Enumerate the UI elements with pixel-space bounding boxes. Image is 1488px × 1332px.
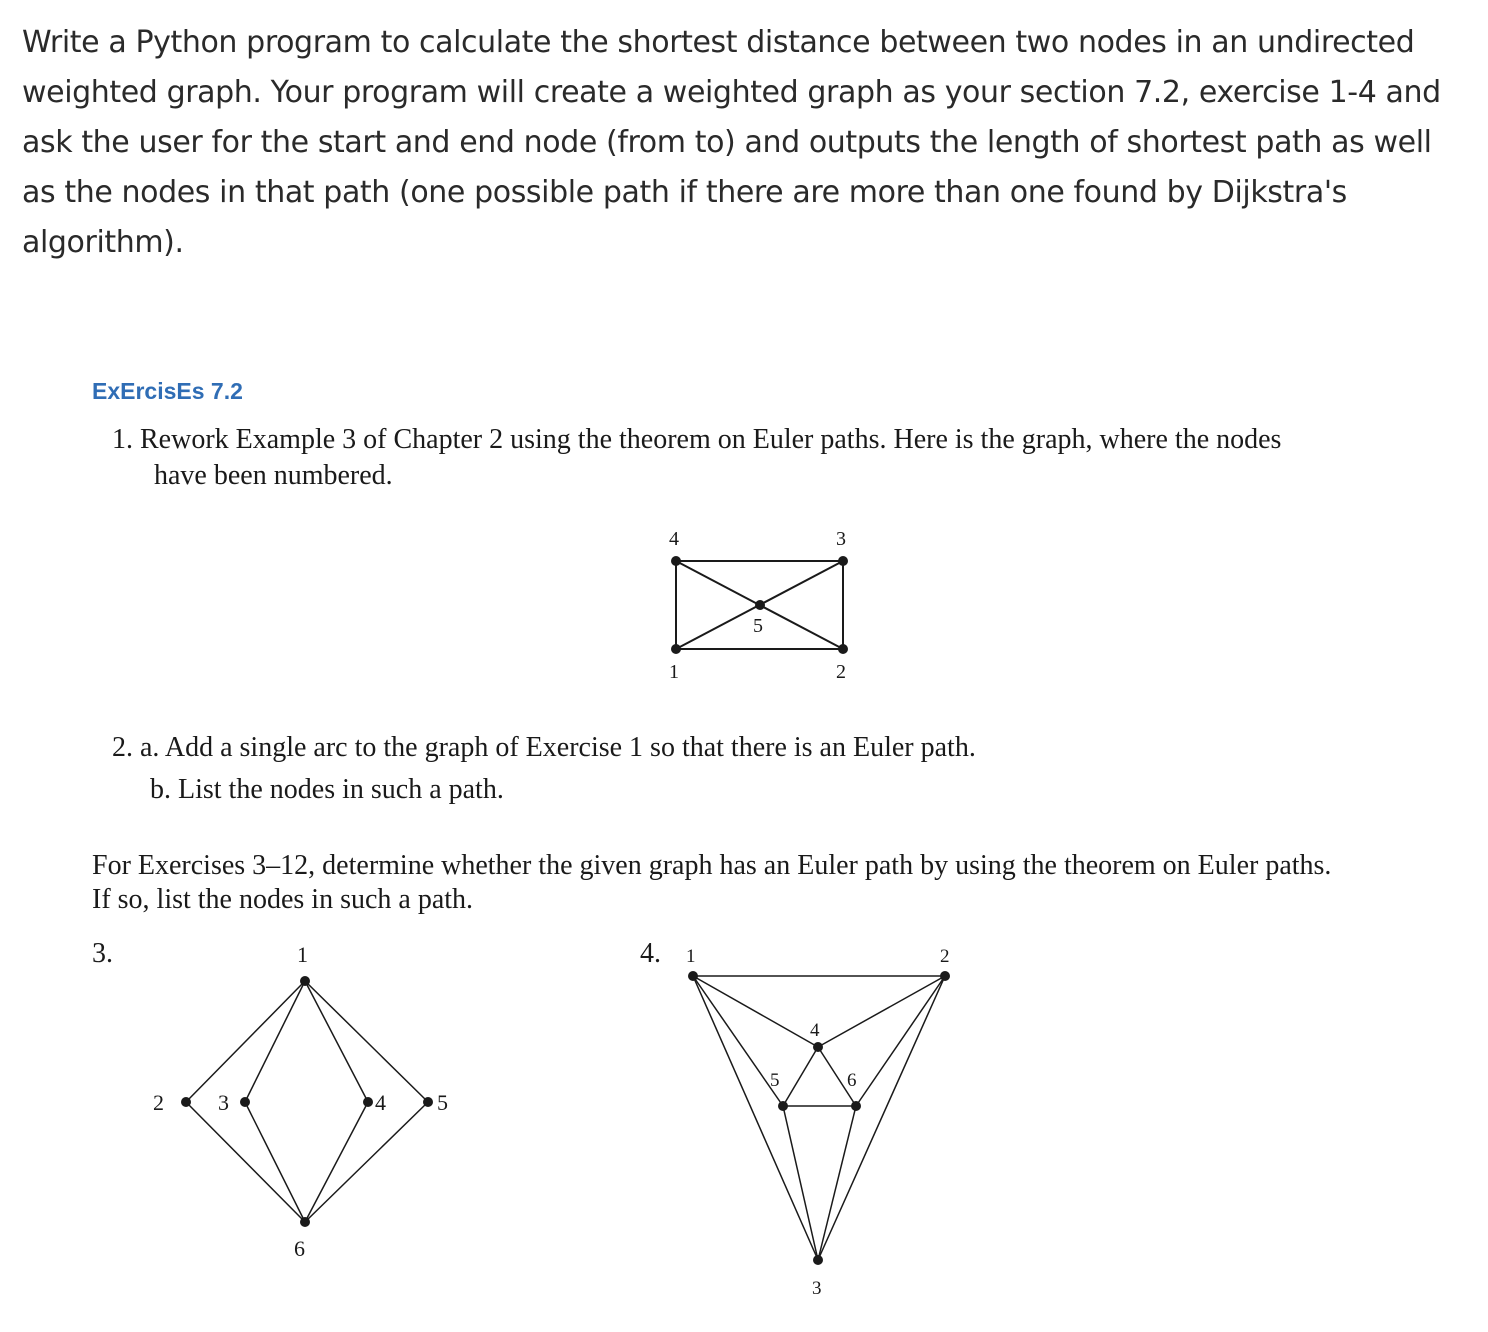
node-label: 3 (836, 528, 846, 550)
graph-edge (305, 1102, 428, 1222)
graph-node (838, 556, 848, 566)
node-label: 3 (218, 1090, 229, 1115)
prompt-line: Write a Python program to calculate the shortest distance between two nodes in an undirected (22, 25, 1415, 60)
graph-edge (856, 976, 945, 1106)
node-label: 4 (669, 528, 679, 550)
graph-edge (245, 1102, 305, 1222)
graph-edge (693, 976, 818, 1047)
node-label: 5 (770, 1070, 780, 1091)
graph-node (688, 971, 698, 981)
prompt-line: as the nodes in that path (one possible path if there are more than one found by Dijkstra's (22, 175, 1347, 210)
graph-node (755, 600, 765, 610)
graph-node (300, 1217, 310, 1227)
graph-edge (305, 1102, 368, 1222)
graph-edge (186, 981, 305, 1102)
node-label: 2 (153, 1090, 164, 1115)
graph-edge (693, 976, 818, 1260)
node-label: 5 (437, 1090, 448, 1115)
node-label: 6 (294, 1236, 305, 1261)
graph-node (363, 1097, 373, 1107)
node-label: 1 (297, 942, 308, 967)
graph-edge (818, 976, 945, 1260)
graph-edge (186, 1102, 305, 1222)
exercise-4-graph (693, 976, 945, 1260)
graph-edge (305, 981, 428, 1102)
exercises-intro: For Exercises 3–12, determine whether the given graph has an Euler path by using the theorem on Euler paths. (92, 850, 1332, 881)
prompt-line: weighted graph. Your program will create a weighted graph as your section 7.2, exercise 1-4 and (22, 75, 1441, 110)
exercise-4-number: 4. (640, 938, 661, 969)
prompt-line: ask the user for the start and end node (from to) and outputs the length of shortest path as well (22, 125, 1432, 160)
graph-edge (305, 981, 368, 1102)
graph-node (423, 1097, 433, 1107)
exercise-1-nodes (671, 556, 848, 654)
node-label: 3 (812, 1278, 822, 1299)
graph-node (240, 1097, 250, 1107)
prompt-line: algorithm). (22, 225, 184, 260)
node-label: 6 (847, 1070, 857, 1091)
node-label: 5 (753, 615, 763, 637)
graph-edge (783, 1047, 818, 1106)
graph-node (300, 976, 310, 986)
node-label: 1 (669, 661, 679, 683)
graph-node (851, 1101, 861, 1111)
graph-node (181, 1097, 191, 1107)
graph-node (813, 1042, 823, 1052)
graph-edge (783, 1106, 818, 1260)
node-label: 2 (940, 946, 950, 967)
exercise-4-nodes (688, 971, 950, 1265)
node-label: 4 (375, 1090, 386, 1115)
exercise-3-number: 3. (92, 938, 113, 969)
node-label: 1 (686, 946, 696, 967)
exercises-heading: ExErcisEs 7.2 (92, 378, 243, 404)
node-label: 2 (836, 661, 846, 683)
exercise-2b-text: b. List the nodes in such a path. (150, 774, 504, 805)
graph-node (813, 1255, 823, 1265)
graph-edge (818, 976, 945, 1047)
graph-node (940, 971, 950, 981)
graph-node (671, 556, 681, 566)
graph-edge (818, 1106, 856, 1260)
exercise-1-text-cont: have been numbered. (154, 460, 393, 491)
graph-edge (245, 981, 305, 1102)
exercises-intro-cont: If so, list the nodes in such a path. (92, 884, 474, 915)
exercise-1-text: 1. Rework Example 3 of Chapter 2 using the theorem on Euler paths. Here is the graph, where the nodes (112, 424, 1282, 455)
exercise-4-labels (686, 946, 950, 1299)
node-label: 4 (810, 1020, 820, 1041)
graph-node (671, 644, 681, 654)
exercise-2a-text: 2. a. Add a single arc to the graph of Exercise 1 so that there is an Euler path. (112, 732, 976, 763)
graph-node (778, 1101, 788, 1111)
graph-node (838, 644, 848, 654)
